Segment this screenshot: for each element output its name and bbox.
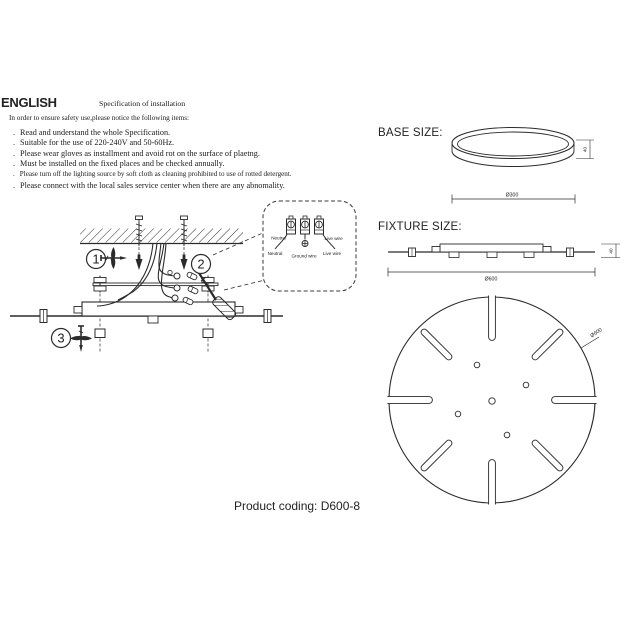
- wiring-detail-box: [263, 201, 356, 291]
- step-number: 1: [92, 251, 100, 267]
- safety-item: . Please wear gloves as installment and avoid rot on the surface of plaetng.: [13, 149, 260, 158]
- ground-screw-icon: [302, 241, 308, 247]
- wire-connector: [174, 273, 180, 279]
- down-arrow-icon: [181, 255, 188, 271]
- base-size-heading: BASE SIZE:: [378, 126, 443, 139]
- base-size-drawing: [452, 128, 594, 204]
- fixture-diameter-dimension: [388, 268, 595, 283]
- wire-connector: [174, 285, 180, 291]
- base-height-label: 40: [582, 146, 588, 153]
- terminal-neutral: [287, 216, 296, 234]
- label-ground-bottom: Ground wire: [291, 253, 317, 259]
- base-height-dimension: [576, 140, 594, 159]
- safety-item: . Read and understand the whole Specification.: [13, 128, 170, 137]
- safety-item: . Please turn off the lighting source by soft cloth as cleaning prohibited to use of rotted detergent.: [13, 170, 292, 178]
- fixture-size-heading: FIXTURE SIZE:: [378, 220, 462, 233]
- label-live-bottom: Live wire: [322, 251, 342, 256]
- square-nut: [95, 329, 105, 338]
- fixture-diameter-label: Ø600: [484, 276, 498, 283]
- product-coding: Product coding: D600-8: [234, 499, 361, 513]
- safety-item: . Please connect with the local sales service center when there are any abnomality.: [13, 181, 285, 190]
- spring-clip-right: [264, 310, 271, 323]
- safety-intro: In order to ensure safety use,please notice the following items:: [9, 114, 190, 122]
- spec-subtitle: Specification of installation: [99, 99, 186, 108]
- detail-leader-line: [224, 280, 265, 290]
- plate-diameter-callout: [581, 327, 604, 348]
- safety-item: . Suitable for the use of 220-240V and 50-60Hz.: [13, 138, 174, 147]
- square-nut: [203, 329, 213, 338]
- terminal-ground: [301, 216, 310, 234]
- step-marker-1: [87, 247, 128, 269]
- fixture-panel: [10, 302, 283, 323]
- label-neutral-bottom: Neutral: [267, 251, 283, 256]
- installation-diagram: [10, 201, 356, 352]
- step-number: 3: [57, 330, 65, 346]
- step-marker-3: [52, 326, 93, 352]
- screw-head: [168, 270, 172, 274]
- spring-clip-left: [40, 310, 47, 323]
- fixture-height-label: 40: [608, 248, 614, 254]
- plate-diameter-label: Ø600: [589, 327, 604, 340]
- screw-icon: [101, 247, 127, 269]
- panel-tab: [148, 316, 158, 323]
- safety-item: . Must be installed on the fixed places and be checked annually.: [13, 159, 224, 168]
- label-live-top: Live wire: [324, 236, 343, 241]
- terminal-lug: [187, 286, 198, 295]
- base-diameter-dimension: [452, 193, 575, 204]
- wire-connector: [172, 295, 178, 301]
- fixture-clip-left: [409, 248, 416, 257]
- base-diameter-label: Ø300: [505, 192, 519, 199]
- screw-icon: [70, 326, 92, 352]
- ceiling-hatch: [80, 229, 243, 244]
- fixture-clip-right: [567, 248, 574, 257]
- fixture-height-dimension: [601, 244, 620, 258]
- fixture-size-drawing: [388, 244, 620, 283]
- down-arrow-icon: [136, 255, 143, 271]
- back-plate-drawing: [388, 296, 604, 505]
- step-number: 2: [197, 256, 205, 272]
- label-neutral-top: Neutral: [271, 235, 286, 241]
- language-heading: ENGLISH: [1, 95, 57, 110]
- terminal-live: [315, 216, 324, 234]
- terminal-lug: [186, 272, 197, 281]
- step-marker-2: [192, 255, 211, 274]
